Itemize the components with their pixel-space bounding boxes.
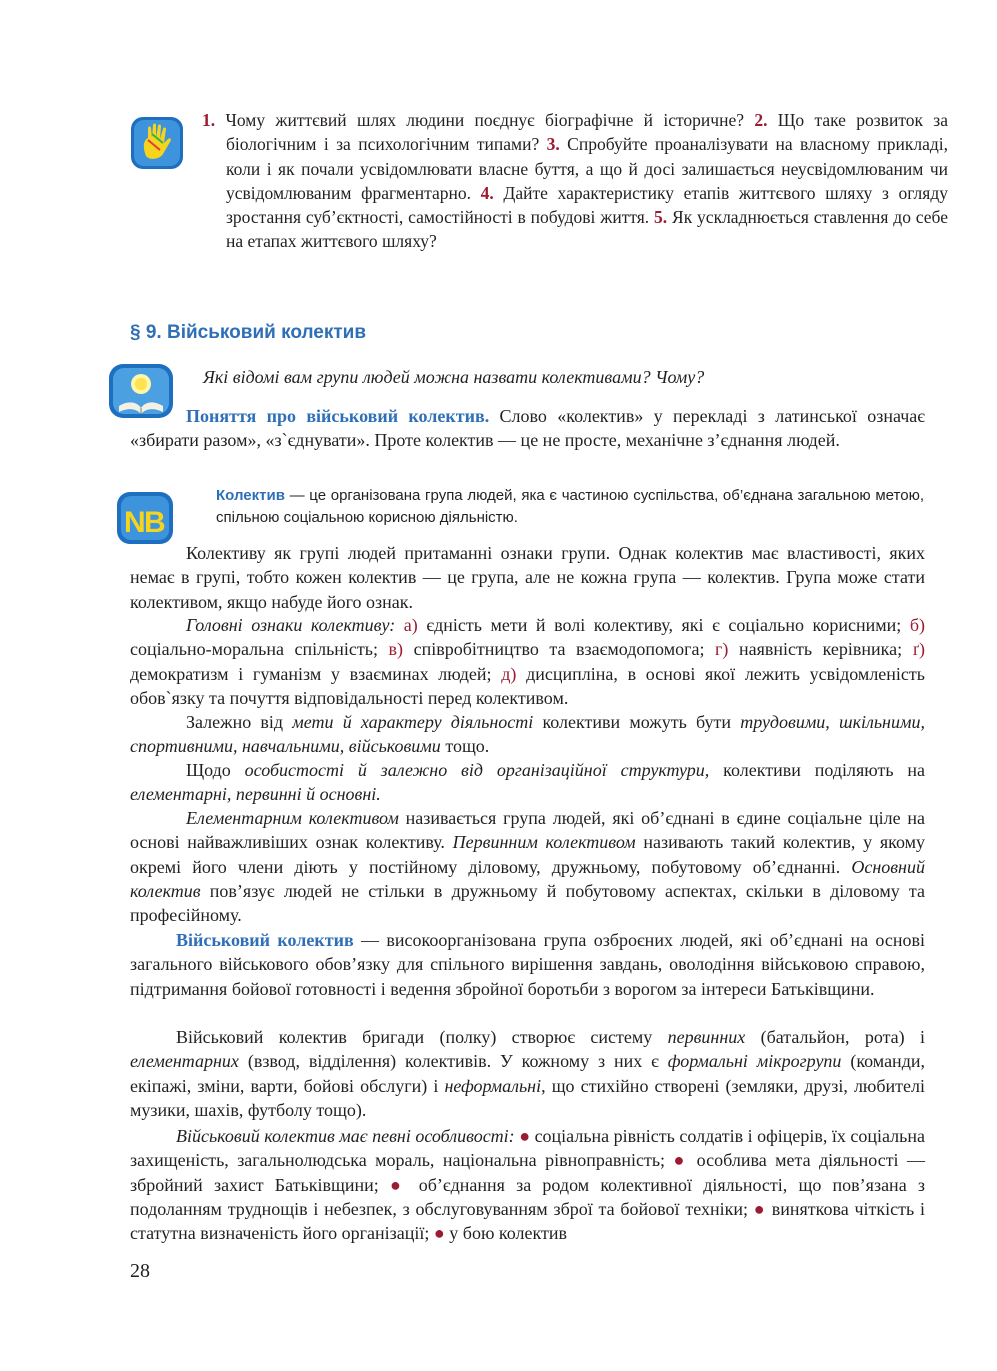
paragraph-main-features: Головні ознаки колективу: а) єдність мети й волі колективу, які є соціально корисними; б) соціально-моральна спільність; в) співробітництво та взаємодопомога; г) наявність керівника; ґ) демократизм і гуманізм у взаєминах людей; д) дисципліна, в основі якої лежить усвідомленість обов`язку та почуття відповідальності перед колективом.	[130, 615, 926, 708]
bullet: ●	[753, 1198, 766, 1219]
page-number: 28	[130, 1260, 150, 1282]
hand-icon	[130, 116, 184, 170]
bullet: ●	[519, 1126, 531, 1146]
bullet: ●	[389, 1174, 408, 1195]
bullet: ●	[673, 1150, 689, 1171]
svg-text:N: N	[124, 506, 146, 539]
paragraph-features: Військовий колектив має певні особливості: ● соціальна рівність солдатів і офіцерів, їх соціальна захищеність, загальнолюдська мораль, національна рівноправність; ● особлива мета діяльності — збройний захист Батьківщини; ● об’єднання за родом колективної діяльності, що пов’язана з подоланням труднощів і небезпек, з обслуговуванням зброї та бойової техніки; ● виняткова чіткість і статутна визначеність його організації; ● у бою колектив	[130, 1126, 925, 1244]
definition-box: Колектив — це організована група людей, яка є частиною суспільства, об’єднана загальною метою, спільною соціальною корисною діяльністю.	[216, 487, 924, 526]
concept-heading: Поняття про військовий колектив.	[186, 406, 490, 426]
question-4: 4. Дайте характеристику етапів життєвого шляху з огляду зростання суб’єктності, самостійності в побудові життя.	[226, 182, 948, 228]
bullet: ●	[433, 1223, 445, 1244]
paragraph-collective-types: Залежно від мети й характеру діяльності колективи можуть бути трудовими, шкільними, спортивними, навчальними, військовими тощо.	[130, 712, 925, 757]
question-3: 3. Спробуйте проаналізувати на власному прикладі, коли і як почали усвідомлювати власне буття, а що й досі залишається неусвідомлюваним чи усвідомлюваним фрагментарно.	[226, 134, 948, 203]
review-questions	[202, 108, 948, 254]
question-2: 2. Що таке розвиток за біологічним і за психологічним типами?	[226, 110, 948, 155]
paragraph-military-collective: Військовий колектив — високоорганізована група озброєних людей, які об’єднані на основі загального військового обов’язку для спільного вирішення завдань, оволодіння військовою справою, підтримання бойової готовності і ведення збройної боротьби з ворогом за інтереси Батьківщини.	[130, 930, 926, 999]
definition-term: Колектив	[216, 487, 285, 504]
military-collective-term: Військовий колектив	[176, 930, 354, 950]
paragraph-group-properties: Колективу як групі людей притаманні ознаки групи. Однак колектив має властивості, яких немає в групі, тобто кожен колектив — це група, але не кожна група — колектив. Група може стати колективом, якщо набуде його ознак.	[130, 543, 925, 612]
question-5: 5. Як ускладнюється ставлення до себе на етапах життєвого шляху?	[226, 207, 948, 252]
svg-text:B: B	[144, 506, 166, 539]
paragraph-structure: Щодо особистості й залежно від організаційної структури, колективи поділяють на елементарні, первинні й основні.	[130, 760, 925, 805]
section-title: § 9. Військовий колектив	[130, 322, 367, 343]
nota-bene-icon	[115, 490, 175, 546]
paragraph-brigade-system: Військовий колектив бригади (полку) створює систему первинних (батальйон, рота) і елементарних (взвод, відділення) колективів. У кожному з них є формальні мікрогрупи (команди, екіпажі, зміни, варти, бойові обслуги) і неформальні, що стихійно створені (земляки, друзі, любителі музики, шахів, футболу тощо).	[130, 1027, 926, 1120]
paragraph-concept: Поняття про військовий колектив. Слово «колектив» у перекладі з латинської означає «збирати разом», «з`єднувати». Проте колектив — це не просте, механічне з’єднання людей.	[130, 406, 926, 451]
question-1: 1. Чому життєвий шлях людини поєднує біографічне й історичне?	[202, 110, 755, 130]
intro-question: Які відомі вам групи людей можна назвати колективами? Чому?	[203, 367, 705, 387]
paragraph-collective-levels: Елементарним колективом називається група людей, які об’єднані в єдине соціальне ціле на основі найважливіших ознак колективу. Первинним колективом називають такий колектив, у якому окремі його члени діють у постійному діловому, дружньому, побутовому об’єднанні. Основний колектив пов’язує людей не стільки в дружньому й побутовому аспектах, скільки в діловому та професійному.	[130, 808, 926, 926]
